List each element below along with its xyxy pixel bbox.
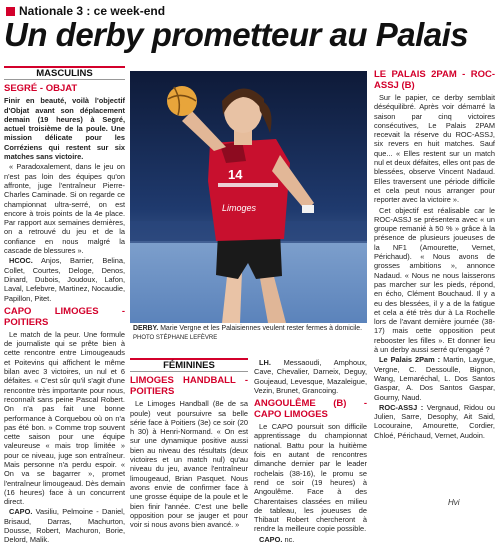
article-body-palais-1: Sur le papier, ce derby semblait déséquilibré. Après voir démarré la saison par cinq victoires consécutives, Le Palais 2PAM recevait la réserve du ROC-ASSJ, six revers en huit matches. Sauf que... « Elles restent sur un match nul et deux défaites, elles ont pas de blessées, observe Vincent Nadaud. Elles traversent une période difficile et cela peut nous arranger pour reporter avec la victoire ».: [374, 93, 495, 205]
article-body-segre: « Paradoxalement, dans le jeu on n'est pas loin des équipes qu'on affronte, juge l'entraîneur Pierre-Charles Caminade. Si on regarde ce championnat ultra-serré, on est encore à trois points de la 4e place. Par rapport aux semaines dernières, on a retrouvé du jeu et de la confiance en nous malgré la cascade de blessures ».: [4, 162, 125, 256]
rubric-feminines: FÉMININES: [130, 358, 248, 372]
roster-label: LH.: [259, 358, 271, 367]
jersey-number: 14: [228, 167, 243, 182]
article-body-limoges: Le Limoges Handball (8e de sa poule) veut poursuivre sa belle série face à Poitiers (3e) ce soir (20 h 30) à Henri-Normand. « On est sur une dynamique positive aussi bien au niveau des résultats (deux victoires et un match nul) qu'au niveau du jeu, avance l'entraîneur limougeaud, Brian Pasquet. Nous avons envie de confirmer face à une grosse équipe de la poule et le bien finir l'année. C'est une belle opposition pour se jauger et pour voir si nous avons bien avancé. »: [130, 399, 248, 530]
roster-label: ROC-ASSJ :: [379, 402, 424, 412]
player-illustration: [130, 71, 367, 323]
article-title-palais: LE PALAIS 2PAM - ROC-ASSJ (B): [374, 69, 495, 91]
roster-label: CAPO.: [259, 534, 283, 544]
column-feminines-right: [254, 358, 367, 545]
article-lead-segre: Finir en beauté, voilà l'objectif d'Objat avant son déplacement demain (19 heures) à Segré, actuel troisième de la poule. Une mission délicate pour les Corréziens qui restent sur six matches sans victoire.: [4, 96, 125, 162]
roster-names: Anjos, Barrier, Belina, Collet, Courtes, Deloge, Denos, Dinard, Dubois, Joudoux, Lafon, Laval, Lefebvre, Martinez, Nocaudie, Papillon, Pitet.: [4, 256, 125, 303]
rubric-masculins: MASCULINS: [4, 66, 125, 80]
article-body-angouleme: Le CAPO poursuit son difficile apprentissage du championnat national. Battu pour la huitième fois en autant de rencontres dimanche dernier par le leader rochelais (38-16), le promu se rend ce soir (19 heures) à Angoulême. Face à des Charentaises classées en milieu de tableau, les joueuses de Thibaut Robert chercheront à rendre la meilleure copie possible.: [254, 422, 367, 534]
kicker-text: Nationale 3 : ce week-end: [19, 4, 166, 18]
roster-names: nc.: [282, 534, 295, 544]
caption-prefix: DERBY.: [133, 325, 159, 332]
photo-player: [130, 71, 367, 323]
column-feminines-left: [130, 358, 248, 530]
jersey-brand: Limoges: [222, 203, 257, 213]
column-palais: [374, 66, 495, 441]
roster-label: HCOC.: [9, 256, 33, 266]
article-title-segre: SEGRÉ - OBJAT: [4, 83, 78, 95]
roster-capo: [4, 507, 125, 544]
photo-caption: [130, 323, 367, 350]
roster-label: CAPO.: [9, 507, 33, 517]
article-title-limoges: LIMOGES HANDBALL - POITIERS: [130, 375, 248, 398]
roster-lh: [254, 358, 367, 395]
roster-names: Messaoudi, Amphoux, Cave, Chevalier, Darneix, Deguy, Goujeaud, Levesque, Mazaleigue, Vezin, Brunet, Grancoing.: [254, 358, 367, 395]
roster-palais: [374, 355, 495, 401]
headline: Un derby prometteur au Palais: [4, 16, 469, 53]
column-masculins: [4, 66, 125, 546]
article-title-angouleme: ANGOULÊME (B) - CAPO LIMOGES: [254, 398, 367, 421]
article-title-capo: CAPO LIMOGES - POITIERS: [4, 305, 125, 328]
caption-text: Marie Vergne et les Palaisiennes veulent rester fermes à domicile.: [158, 325, 363, 332]
roster-roc: [374, 403, 495, 440]
footer-mark: Hvi: [448, 498, 460, 507]
article-body-capo: Le match de la peur. Une formule de journaliste qui se prête bien à cette rencontre entre Limougeauds et Poitevins qui affichent le même bilan avec 3 victoires, un nul et 6 défaites. « C'est sûr qu'il s'agit d'une rencontre très importante pour nous, reconnaît sans peine Pascal Robert. On n'a pas fait une bonne performance à Corquebou où on n'a pas été bon. » Comme trop souvent cette saison pour une équipe valeureuse « mais trop limitée » pour ce niveau, juge son entraîneur. Mais personne n'a perdu espoir. « On va se bagarrer », promet l'entraîneur limougeaud. Dès demain (16 heures) face à un concurrent direct.: [4, 329, 125, 507]
roster-names: Vergnaud, Ridou ou Julien, Sarre, Desophy, Ait Said, Locouraine, Amourette, Cordier, Chloé, Périchaud, Vernet, Audoin.: [374, 402, 495, 440]
article-body-palais-2: Cet objectif est réalisable car le ROC-ASSJ se présentera avec « un groupe remanié à 50 % » grâce à la présence de plusieurs joueuses de la NF1 (Amourette, Vernet, Périchaud). « Nous avons de grosses ambitions », annonce Nadaud. « Nous ne nous laisserons pas marcher sur les pieds, répond, en écho, Clément Bouchaud. Il y a eu des blessées, il y a de la fatigue et cela a été très dur à La Rochelle lors de l'avant dernière journée (38-17) mais cette opposition peut rebooster les filles ». Et donner lieu à un derby aussi serré qu'engagé ?: [374, 205, 495, 355]
caption-credit: PHOTO STÉPHANE LEFÈVRE: [133, 334, 218, 341]
roster-capo-f: [254, 535, 367, 544]
roster-label: Le Palais 2Pam :: [379, 355, 441, 365]
roster-names: Martin, Laygue, Vergne, C. Dessoulle, Bignon, Wang, Lemaréchal, L. Dos Santos Gaspar, A. Dos Santos Gaspar, Gourny, Naud.: [374, 355, 495, 402]
roster-names: Vasiliu, Pelmoine - Daniel, Brisaud, Darras, Machurton, Dousse, Robert, Machuron, Borie, Delord, Malik.: [4, 507, 125, 545]
red-square-icon: [6, 7, 15, 16]
roster-hcoc: [4, 256, 125, 302]
